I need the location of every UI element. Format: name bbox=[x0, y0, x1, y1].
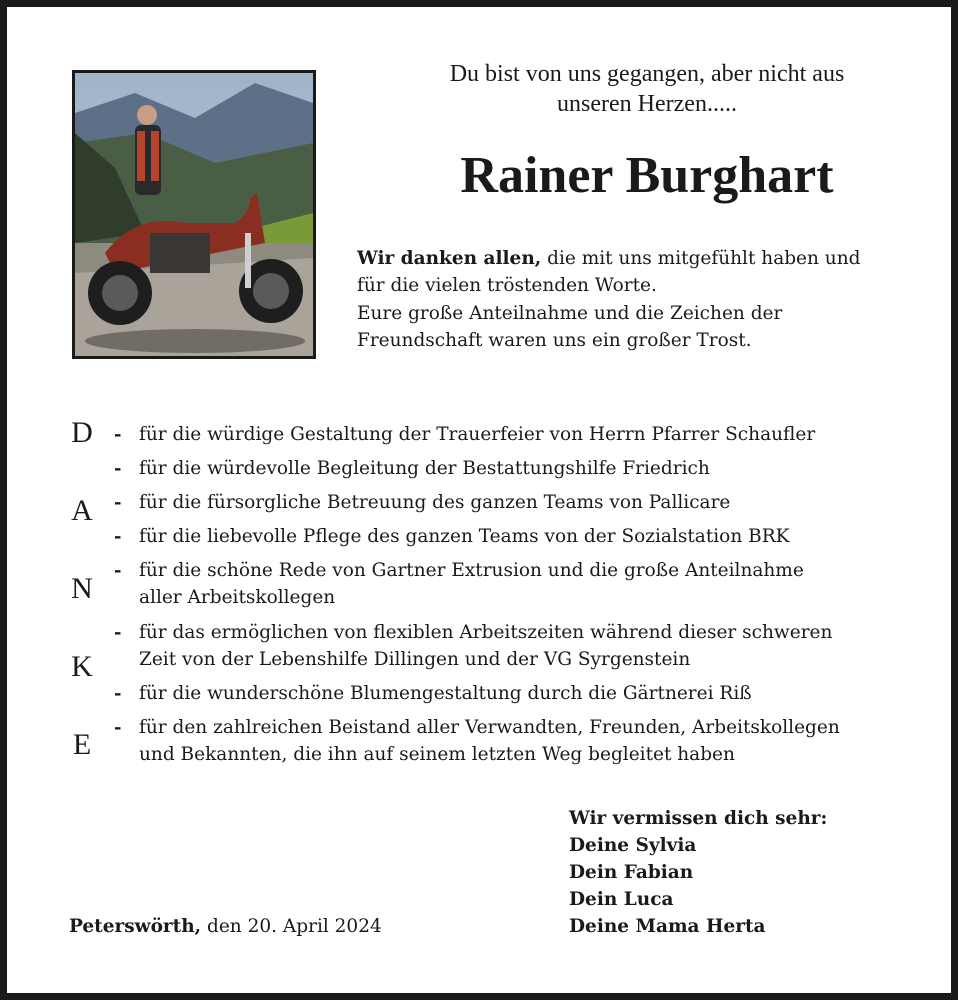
portrait-photo bbox=[72, 70, 316, 359]
list-bullet: - bbox=[114, 683, 122, 704]
list-item: für die würdevolle Begleitung der Bestattungshilfe Friedrich bbox=[139, 458, 710, 479]
list-bullet: - bbox=[114, 458, 122, 479]
list-item-continuation: und Bekannten, die ihn auf seinem letzten Weg begleitet haben bbox=[139, 744, 735, 765]
list-item: für den zahlreichen Beistand aller Verwandten, Freunden, Arbeitskollegen bbox=[139, 717, 840, 738]
thanks-lead: Wir danken allen, bbox=[357, 248, 542, 269]
signature-name: Deine Mama Herta bbox=[569, 916, 766, 937]
danke-letter-k: K bbox=[71, 650, 93, 683]
motto-line-1: Du bist von uns gegangen, aber nicht aus bbox=[449, 61, 845, 87]
list-bullet: - bbox=[114, 424, 122, 445]
list-item: für die fürsorgliche Betreuung des ganzen Teams von Pallicare bbox=[139, 492, 731, 513]
place-town: Peterswörth, bbox=[69, 916, 202, 937]
list-item: für die schöne Rede von Gartner Extrusion und die große Anteilnahme bbox=[139, 560, 804, 581]
thanks-line-2: für die vielen tröstenden Worte. bbox=[357, 275, 657, 296]
place-date: den 20. April 2024 bbox=[201, 916, 382, 937]
thanks-line-1 bbox=[357, 245, 917, 272]
list-bullet: - bbox=[114, 560, 122, 581]
list-bullet: - bbox=[114, 492, 122, 513]
danke-letter-n: N bbox=[71, 572, 93, 605]
list-item: für die wunderschöne Blumengestaltung durch die Gärtnerei Riß bbox=[139, 683, 752, 704]
danke-letter-a: A bbox=[71, 494, 93, 527]
list-item: für die würdige Gestaltung der Trauerfeier von Herrn Pfarrer Schaufler bbox=[139, 424, 816, 445]
signature-heading: Wir vermissen dich sehr: bbox=[569, 808, 828, 829]
signature-name: Deine Sylvia bbox=[569, 835, 697, 856]
motorcycle-photo-image bbox=[75, 73, 313, 356]
motto-line-2: unseren Herzen..... bbox=[557, 91, 737, 117]
list-item-continuation: aller Arbeitskollegen bbox=[139, 587, 336, 608]
signature-name: Dein Luca bbox=[569, 889, 674, 910]
list-item: für die liebevolle Pflege des ganzen Teams von der Sozialstation BRK bbox=[139, 526, 790, 547]
list-item-continuation: Zeit von der Lebenshilfe Dillingen und der VG Syrgenstein bbox=[139, 649, 691, 670]
signature-name: Dein Fabian bbox=[569, 862, 694, 883]
thanks-line-4: Freundschaft waren uns ein großer Trost. bbox=[357, 330, 752, 351]
list-bullet: - bbox=[114, 622, 122, 643]
list-bullet: - bbox=[114, 526, 122, 547]
danke-letter-d: D bbox=[71, 416, 93, 449]
list-item: für das ermöglichen von flexiblen Arbeitszeiten während dieser schweren bbox=[139, 622, 833, 643]
danke-letter-e: E bbox=[72, 728, 92, 761]
place-and-date bbox=[69, 913, 382, 940]
deceased-name: Rainer Burghart bbox=[460, 147, 834, 204]
list-bullet: - bbox=[114, 717, 122, 738]
thanks-line-3: Eure große Anteilnahme und die Zeichen der bbox=[357, 303, 783, 324]
thanks-line-1-rest: die mit uns mitgefühlt haben und bbox=[541, 248, 861, 269]
